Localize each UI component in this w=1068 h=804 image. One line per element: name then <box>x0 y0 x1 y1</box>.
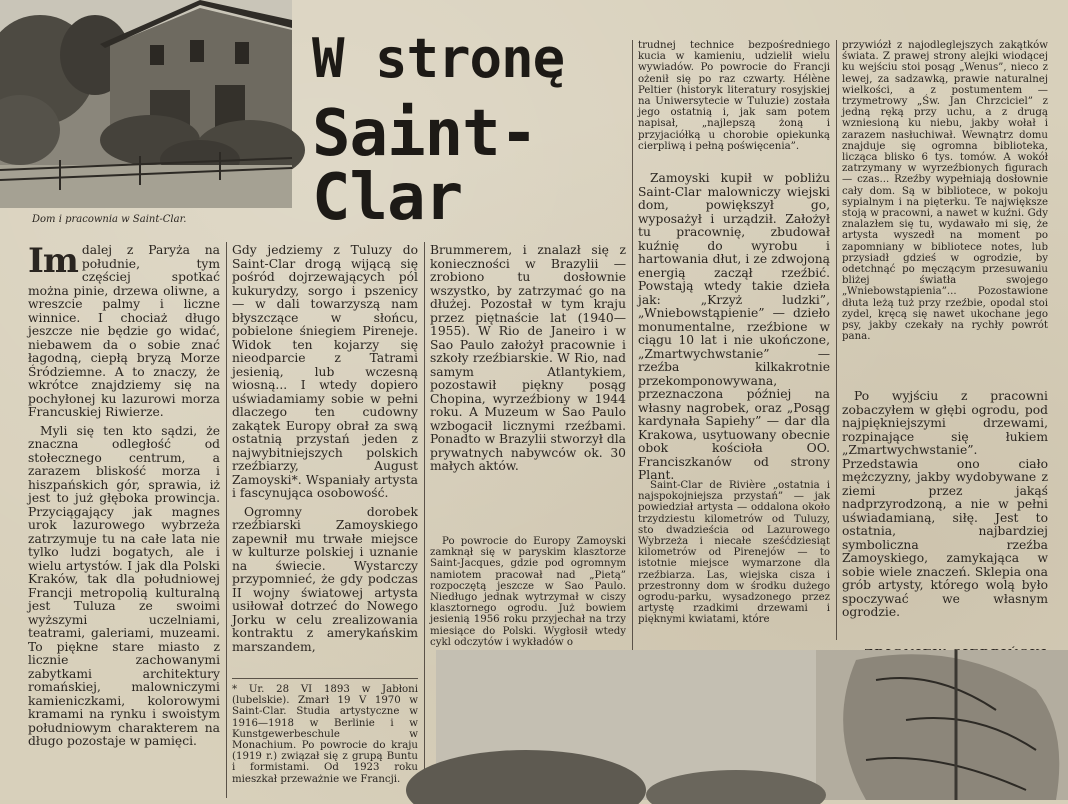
article-paragraph: Myli się ten kto sądzi, że znaczna odległość od stołecznego centrum, a zarazem bliskość morza i hiszpańskich gór, sprawia, iż jest to już głęboka prowincja. Przyciągający jak magnes urok lazurowego wybrzeża zatrzymuje tu na całe lata nie tylko ludzi bogatych, ale i wielu artystów. I jak dla Polski Kraków, tak dla południowej Francji metropolią kulturalną jest Tuluza ze swoimi wyższymi uczelniami, teatrami, galeriami, muzeami. To piękne stare miasto z licznie zachowanymi zabytkami architektury romańskiej, malowniczymi kamieniczkami, kolorowymi kramami na rynku i swoistym południowym charakterem na długo pozostaje w pamięci. <box>28 423 220 748</box>
article-paragraph: Gdy jedziemy z Tuluzy do Saint-Clar drogą wijącą się pośród dojrzewających pól kukurydzy, sorgo i pszenicy — w dali towarzyszą nam błyszczące w słońcu, pobielone śniegiem Pireneje. Widok ten kojarzy się nieodparcie z Tatrami jesienią, lub wczesną wiosną... I wtedy dopiero uświadamiamy sobie w pełni dlaczego ten cudowny zakątek Europy obrał za swą ostatnią przystań jeden z najwybitniejszych polskich rzeźbiarzy, August Zamoyski*. Wspaniały artysta i fascynująca osobowość. <box>232 243 418 500</box>
article-column-5 <box>842 390 1048 640</box>
garden-photo-image <box>436 650 1068 800</box>
article-column-4-top <box>638 40 830 166</box>
article-paragraph: Saint-Clar de Rivière „ostatnia i najspokojniejsza przystań” — jak powiedział artysta — oddalona około trzydziestu kilometrów od Tuluzy, sto dwadzieścia od Lazurowego Wybrzeża i niecałe sześćdziesiąt kilometrów od Pirenejów — to istotnie miejsce wymarzone dla rzeźbiarza. Las, wiejska cisza i przestronny dom w środku dużego ogrodu-parku, wysadzonego przez artystę rzadkimi drzewami i pięknymi kwiatami, które <box>638 480 830 626</box>
photo-caption: Dom i pracownia w Saint-Clar. <box>32 214 187 225</box>
article-column-4-bottom <box>638 480 830 646</box>
article-paragraph: Po wyjściu z pracowni zobaczyłem w głębi ogrodu, pod najpiękniejszymi drzewami, rozpinające się łukiem „Zmartwychwstanie”. Przedstawia ono ciało mężczyzny, jakby wydobywane z ziemi przez jakąś nadprzyrodzoną, a nie w pełni uświadamianą, siłę. Jest to ostatnia, najbardziej symboliczna rzeźba Zamoyskiego, zamykająca w sobie wiele znaczeń. Sklepia ona grób artysty, którego wolą było spoczywać we własnym ogrodzie. <box>842 389 1048 619</box>
column-divider <box>424 242 425 798</box>
column-divider <box>226 242 227 798</box>
article-paragraph: Po powrocie do Europy Zamoyski zamknął się w paryskim klasztorze Saint-Jacques, gdzie pod ogromnym namiotem pracował nad „Pietą” rozpoczętą jeszcze w Sao Paulo. Niedługo jednak wytrzymał w ciszy klasztornego ogrodu. Już bowiem jesienią 1956 roku przyjechał na trzy miesiące do Polski. Wygłosił wtedy cykl odczytów i wykładów o <box>430 536 626 648</box>
article-paragraph <box>28 241 220 420</box>
article-paragraph: przywiózł z najodleglejszych zakątków świata. Z prawej strony alejki wiodącej ku wejściu stoi posąg „Wenus”, nieco z lewej, za sadzawką, prawie naturalnej wielkości, a z postumentem — trzymetrowy „Św. Jan Chrzciciel” z jedną ręką przy uchu, a z drugą wzniesioną ku niebu, jakby wołał i zarazem nasłuchiwał. Wewnątrz domu znajduje się ogromna biblioteka, licząca blisko 6 tys. tomów. A wokół zatrzymany w wyrzeźbionych figurach — czas... Rzeźby wypełniają dosłownie cały dom. Są w bibliotece, w pokoju sypialnym i na pięterku. Te największe stoją w pracowni, a nawet w kuźni. Gdy znalazłem się tu, wydawało mi się, że artysta wyszedł na moment po zapomniany w bibliotece notes, lub przysiadł gdzieś w ogrodzie, by odetchnąć po męczącym przesuwaniu bliżej światła swojego „Wniebowstąpienia”... Pozostawione dłuta leżą tuż przy rzeźbie, opodal stoi zydel, kręcą się nawet ukochane jego psy, jakby czekały na rychły powrót pana. <box>842 40 1048 343</box>
article-paragraph: Zamoyski kupił w pobliżu Saint-Clar malowniczy wiejski dom, powiększył go, wyposażył i urządził. Założył tu pracownię, zbudował kuźnię do wyrobu i hartowania dłut, i ze zdwojoną energią zaczął rzeźbić. Powstają wtedy takie dzieła jak: „Krzyż ludzki”, „Wniebowstąpienie” — dzieło monumentalne, rzeźbione w ciągu 10 lat i nie ukończone, „Zmartwychwstanie” — rzeźba kilkakrotnie przekomponowywana, przeznaczona później na własny nagrobek, oraz „Posąg kardynała Sapiehy” — dar dla Krakowa, usytuowany obecnie obok kościoła OO. Franciszkanów od strony Plant. <box>638 171 830 482</box>
article-column-3 <box>430 244 626 530</box>
drop-cap: Im <box>28 241 78 281</box>
headline-line-2: Saint-Clar <box>312 97 538 235</box>
footnote <box>232 684 418 800</box>
paragraph-text: dalej z Paryża na południe, tym częściej spotkać można pinie, drzewa oliwne, a wreszcie palmy i liczne winnice. I chociaż długo jeszcze nie będzie go widać, niebawem da o sobie znać łagodną, ciepłą bryzą Morze Śródziemne. A to znaczy, że wkrótce znajdziemy się na pochyłonej ku lazurowi morza Francuskiej Riwierze. <box>28 243 220 419</box>
garden-photo <box>436 650 1068 800</box>
article-column-1 <box>28 241 220 800</box>
headline-line-1: W stronę <box>312 27 565 90</box>
article-paragraph: Ogromny dorobek rzeźbiarski Zamoyskiego zapewnił mu trwałe miejsce w kulturze polskiej i uznanie na świecie. Wystarczy przypomnieć, że gdy podczas II wojny światowej artysta usiłował dotrzeć do Nowego Jorku w celu zrealizowania kontraktu z amerykańskim marszandem, <box>232 504 418 654</box>
article-column-4 <box>638 171 830 482</box>
footnote-text: * Ur. 28 VI 1893 w Jabłoni (lubelskie). Zmarł 19 V 1970 w Saint-Clar. Studia artystyczne w 1916—1918 w Berlinie i w Kunstgewerbeschule w Monachium. Po powrocie do kraju (1919 r.) związał się z grupą Buntu i formistami. Od 1923 roku mieszkał przeważnie we Francji. <box>232 684 418 785</box>
article-paragraph: Brummerem, i znalazł się z konieczności w Brazylii — zrobiono tu dosłownie wszystko, by zatrzymać go na dłużej. Pozostał w tym kraju przez piętnaście lat (1940—1955). W Rio de Janeiro i w Sao Paulo założył pracownie i szkoły rzeźbiarskie. W Rio, nad samym Atlantykiem, pozostawił piękny posąg Chopina, wyrzeźbiony w 1944 roku. A Muzeum w Sao Paulo wzbogacił licznymi rzeźbami. Ponadto w Brazylii stworzył dla prywatnych nabywców ok. 30 małych aktów. <box>430 243 626 473</box>
article-column-5-top <box>842 40 1048 386</box>
article-column-3-small <box>430 536 626 646</box>
house-photo-image <box>0 0 292 208</box>
column-divider <box>836 40 837 640</box>
article-column-2 <box>232 244 418 676</box>
article-headline <box>312 27 632 235</box>
article-paragraph: trudnej technice bezpośredniego kucia w kamieniu, udzielił wielu wywiadów. Po powrocie do Francji ożenił się po raz czwarty. Hélène Peltier (historyk literatury rosyjskiej na Uniwersytecie w Tuluzie) została jego ostatnią i, jak sam potem napisał, „najlepszą żoną i przyjaciółką u chorobie opiekunką cierpliwą i pełną poświęcenia”. <box>638 40 830 152</box>
house-photo <box>0 0 292 208</box>
footnote-rule <box>232 678 418 679</box>
column-divider <box>632 40 633 650</box>
